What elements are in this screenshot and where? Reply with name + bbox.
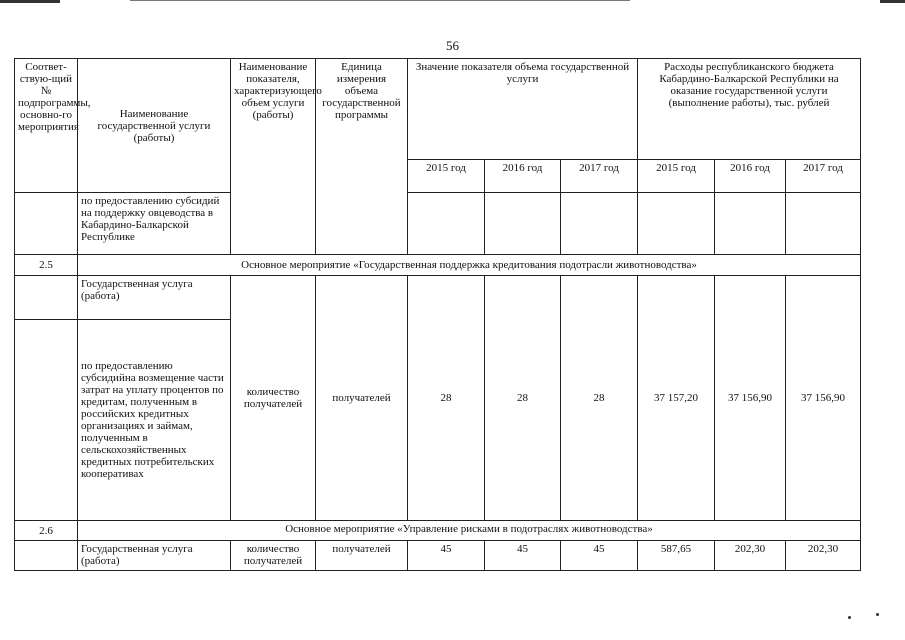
services-table	[14, 58, 861, 571]
volume-2016: 45	[485, 541, 561, 571]
cell-empty	[15, 276, 78, 320]
cell-empty	[15, 320, 78, 521]
service-header: Государственная услуга (работа)	[78, 276, 231, 320]
expense-2016: 202,30	[715, 541, 786, 571]
expense-2016: 37 156,90	[715, 276, 786, 521]
unit-value: получателей	[316, 541, 408, 571]
section-number: 2.6	[15, 521, 78, 541]
volume-2017: 28	[561, 276, 638, 521]
section-number: 2.5	[15, 255, 78, 276]
cell-empty	[561, 193, 638, 255]
volume-2015: 28	[408, 276, 485, 521]
expense-2015: 37 157,20	[638, 276, 715, 521]
volume-2016: 28	[485, 276, 561, 521]
cell-empty	[786, 193, 861, 255]
scan-speck	[848, 616, 851, 619]
expense-2017: 37 156,90	[786, 276, 861, 521]
continuation-service-text: по предоставлению субсидий на поддержку овцеводства в Кабардино-Балкарской Республике	[78, 193, 231, 255]
header-expense-year: 2015 год	[638, 160, 715, 193]
header-service-name: Наименование государственной услуги (работы)	[78, 59, 231, 193]
scan-speck	[876, 613, 879, 616]
expense-2015: 587,65	[638, 541, 715, 571]
scan-edge-mark	[0, 0, 60, 3]
cell-empty	[408, 193, 485, 255]
unit-value: получателей	[316, 276, 408, 521]
header-expense-year: 2017 год	[786, 160, 861, 193]
cell-empty	[15, 193, 78, 255]
section-title: Основное мероприятие «Государственная поддержка кредитования подотрасли животноводства»	[78, 255, 861, 276]
cell-empty	[715, 193, 786, 255]
cell-empty	[485, 193, 561, 255]
header-volume-year: 2017 год	[561, 160, 638, 193]
header-volume-year: 2016 год	[485, 160, 561, 193]
service-description: по предоставлению субсидийна возмещение части затрат на уплату процентов по кредитам, полученным в российских кредитных организациях и займам, полученным в сельскохозяйственных кредитных потребительских кооперативах	[78, 320, 231, 521]
header-subprogram-number: Соответ-ствую-щий № подпрограммы, основно-го мероприятия	[15, 59, 78, 193]
cell-empty	[15, 541, 78, 571]
cell-empty	[638, 193, 715, 255]
header-unit: Единица измерения объема государственной программы	[316, 59, 408, 255]
header-volume-year: 2015 год	[408, 160, 485, 193]
header-indicator-name: Наименование показателя, характеризующего объем услуги (работы)	[231, 59, 316, 255]
expense-2017: 202,30	[786, 541, 861, 571]
service-header: Государственная услуга (работа)	[78, 541, 231, 571]
header-expense-group: Расходы республиканского бюджета Кабардино-Балкарской Республики на оказание государственной услуги (выполнение работы), тыс. рублей	[638, 59, 861, 160]
header-volume-group: Значение показателя объема государственной услуги	[408, 59, 638, 160]
section-title: Основное мероприятие «Управление рисками в подотраслях животноводства»	[78, 521, 861, 541]
volume-2015: 45	[408, 541, 485, 571]
scan-edge-mark	[880, 0, 905, 3]
header-expense-year: 2016 год	[715, 160, 786, 193]
volume-2017: 45	[561, 541, 638, 571]
indicator-name: количество получателей	[231, 276, 316, 521]
indicator-name: количество получателей	[231, 541, 316, 571]
page-number: 56	[446, 38, 459, 53]
scan-edge-mark	[130, 0, 630, 1]
